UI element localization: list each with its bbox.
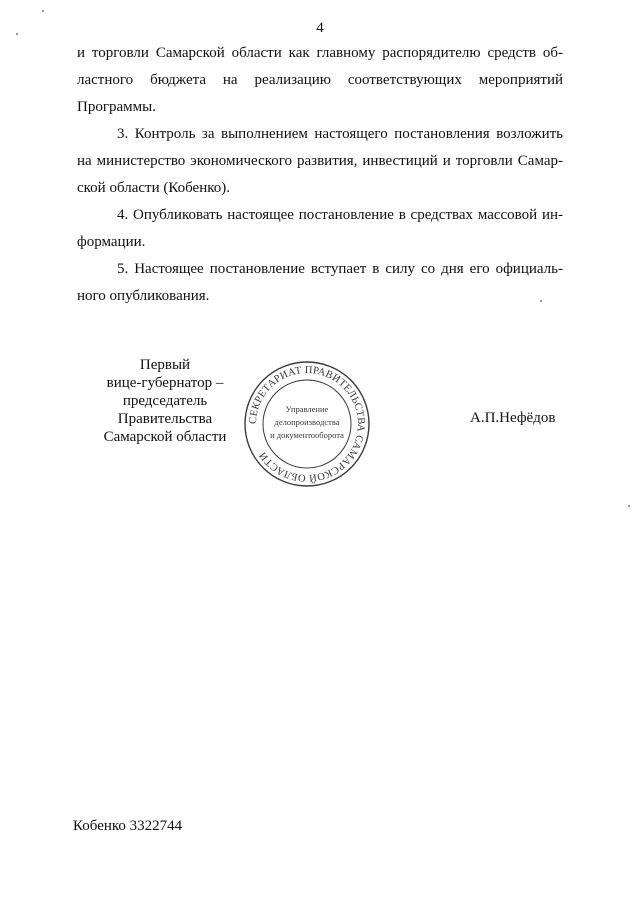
- signer-position-line: Первый: [139, 357, 191, 373]
- page-number: 4: [316, 20, 324, 36]
- text-line: формации.: [77, 234, 146, 250]
- signer-position-line: вице-губернатор –: [106, 375, 224, 391]
- stamp-center-line-3: и документооборота: [270, 430, 344, 440]
- scan-speck: [16, 33, 18, 35]
- text-line: ской области (Кобенко).: [77, 180, 230, 196]
- text-line: ного опубликования.: [77, 288, 210, 304]
- stamp-center-line-2: делопроизводства: [274, 417, 340, 427]
- stamp-center-line-1: Управление: [285, 404, 329, 414]
- scan-speck: [628, 505, 630, 507]
- paragraph-3: [77, 121, 563, 202]
- paragraph-continuation: [77, 40, 563, 121]
- signer-position: [85, 356, 245, 446]
- scan-speck: [540, 300, 542, 302]
- text-line: 4. Опубликовать настоящее постановление в средствах массовой ин-: [117, 207, 563, 223]
- signer-name: А.П.Нефёдов: [470, 410, 556, 426]
- text-line: и торговли Самарской области как главному распорядителю средств об-: [77, 45, 563, 61]
- official-stamp: [243, 360, 371, 488]
- scan-speck: [42, 10, 44, 12]
- text-line: на министерство экономического развития, инвестиций и торговли Самар-: [77, 153, 563, 169]
- text-line: 3. Контроль за выполнением настоящего постановления возложить: [117, 126, 563, 142]
- stamp-ring-textpath: СЕКРЕТАРИАТ ПРАВИТЕЛЬСТВА САМАРСКОЙ ОБЛАСТИ: [247, 364, 367, 484]
- signer-position-line: Самарской области: [103, 429, 227, 445]
- text-line: 5. Настоящее постановление вступает в силу со дня его официаль-: [117, 261, 563, 277]
- signer-position-line: председатель Правительства: [117, 393, 213, 427]
- paragraph-5: [77, 256, 563, 310]
- executor-note: Кобенко 3322744: [73, 818, 183, 834]
- paragraph-4: [77, 202, 563, 256]
- text-line: ластного бюджета на реализацию соответствующих мероприятий: [77, 72, 563, 88]
- text-line: Программы.: [77, 99, 156, 115]
